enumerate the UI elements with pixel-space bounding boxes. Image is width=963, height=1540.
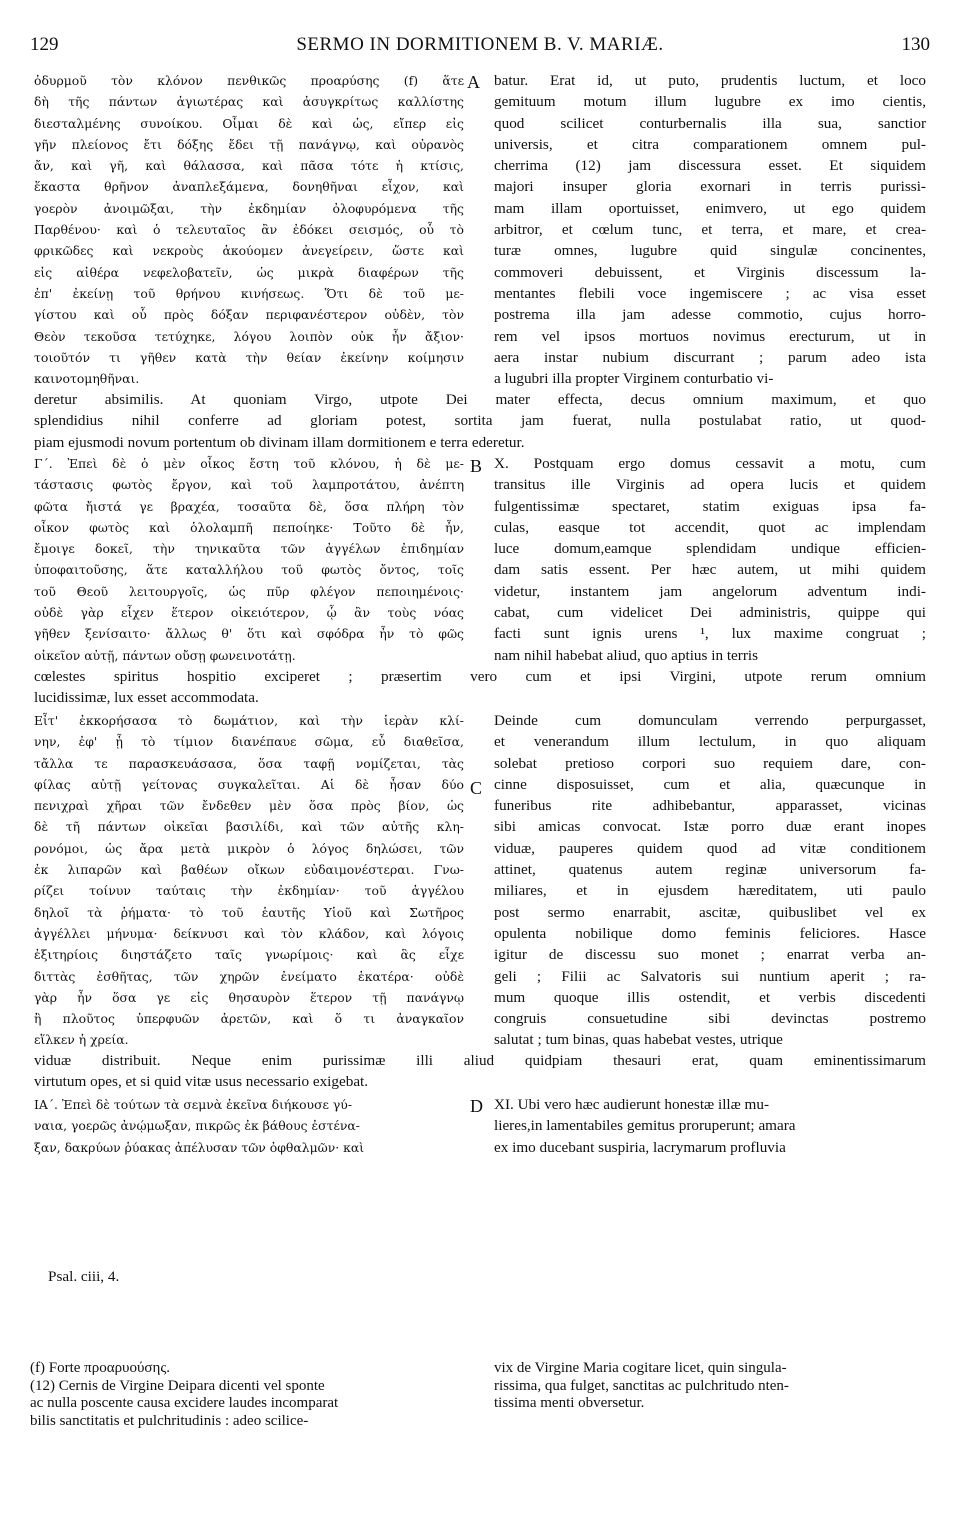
- text-line: et venerandum illum lectulum, in quo aliquam: [494, 733, 926, 751]
- text-line: a lugubri illa propter Virginem conturbatio vi-: [494, 370, 774, 388]
- text-line: igitur de discessu suo monet ; enarrat verba an-: [494, 946, 926, 964]
- text-line: γὰρ ἦν ὅσα γε εἰς θησαυρὸν ἕτερον τῇ πανάγνῳ: [34, 989, 464, 1005]
- text-line: culas, easque tot accendit, quot ac implendam: [494, 518, 926, 536]
- text-line: videtur, instantem jam angelorum adventum indi-: [494, 582, 926, 600]
- greek-column-block-4: [34, 1094, 464, 1158]
- text-line: mentantes flebili voce ingemiscere ; ac visa esset: [494, 284, 926, 302]
- running-title: SERMO IN DORMITIONEM B. V. MARIÆ.: [296, 34, 664, 55]
- text-line: ἐκ λιπαρῶν καὶ βαθέων οἴκων εὐδαιμονέστεραι. Γνω-: [34, 862, 464, 878]
- text-line: (f) Forte προαρυούσης.: [30, 1360, 171, 1376]
- text-line: πενιχραὶ χῆραι τῶν ἔνδεθεν μὲν ὅσα πρὸς βίον, ὡς: [34, 798, 464, 814]
- text-line: διττὰς ἐσθῆτας, τῶν χηρῶν ἐνείματο ἑκατέρα· οὐδὲ: [34, 968, 464, 984]
- text-line: piam ejusmodi novum portentum ob divinam illam dormitionem e terra ederetur.: [34, 433, 525, 451]
- text-line: οἶκον φωτὸς καὶ ὁλολαμπῆ πεποίηκε· Τοῦτο δὲ ἦν,: [34, 519, 464, 535]
- text-line: οἰκεῖον αὐτῇ, πάντων οὔσῃ φωνεινοτάτῃ.: [34, 647, 296, 663]
- page-number-left: 129: [30, 34, 59, 55]
- text-line: ac nulla poscente causa excidere laudes incomparat: [30, 1395, 339, 1411]
- text-line: commoveri debuissent, et Virginis discessum la-: [494, 263, 926, 281]
- text-line: νην, ἐφ' ᾗ τὸ τίμιον διανέπαυε σῶμα, εὖ διαθεῖσα,: [34, 734, 464, 750]
- text-line: opulenta nobilique domo feminis feliciores. Hasce: [494, 924, 926, 942]
- text-line: universis, et citra comparationem omnem pul-: [494, 135, 926, 153]
- text-line: ἐπ' ἐκείνῃ τοῦ θρήνου κινήσεως. Ὅτι δὲ τοῦ με-: [34, 285, 464, 301]
- text-line: τοῦ Θεοῦ λειτουργοῖς, ὡς πῦρ φλέγον πεποιημένοις·: [34, 583, 464, 599]
- text-line: salutat ; tum binas, quas habebat vestes, utrique: [494, 1031, 783, 1049]
- text-line: δηλοῖ τὰ ῥήματα· τὸ τοῦ ἑαυτῆς Υἱοῦ καὶ Σωτῆρος: [34, 904, 464, 920]
- text-line: majori insuper gloria exornari in terris purissi-: [494, 178, 926, 196]
- text-line: X. Postquam ergo domus cessavit a motu, cum: [494, 455, 926, 472]
- latin-column-block-3: [494, 710, 926, 1051]
- text-line: γῆθεν ξενίσαιτο· ἄλλως θ' ὅτι καὶ σφόδρα ἦν τὸ φῶς: [34, 626, 464, 642]
- text-line: cinne disposuisset, cum et alia, quæcunque in: [494, 775, 926, 793]
- text-line: lieres,in lamentabiles gemitus proruperunt; amara: [494, 1117, 796, 1135]
- text-line: mum quoque illis ostendit, et verbis discedenti: [494, 988, 926, 1006]
- text-line: ρίζει τοίνυν ταύταις τὴν ἐκδημίαν· τοῦ ἀγγέλου: [34, 883, 464, 899]
- full-width-block-3: [34, 1050, 926, 1093]
- text-line: cœlestes spiritus hospitio exciperet ; præsertim vero cum et ipsi Virgini, utpote rerum omnium: [34, 668, 926, 685]
- text-line: διεσταλμένης συνοίκου. Οἶμαι δὲ καὶ ὡς, εἴπερ εἰς: [34, 115, 464, 131]
- text-line: viduæ, pauperes quidem quod ad vitæ conditionem: [494, 839, 926, 857]
- text-line: deretur absimilis. At quoniam Virgo, utpote Dei mater effecta, decus omnium maximum, et quo: [34, 391, 926, 408]
- text-line: rem vel ipsos mortuos novimus erecturum, ut in: [494, 327, 926, 345]
- text-line: ξαν, δακρύων ῥύακας ἀπέλυσαν τῶν ὀφθαλμῶν· καὶ: [34, 1139, 365, 1155]
- text-line: ex imo ducebant suspiria, lacrymarum profluvia: [494, 1138, 786, 1156]
- margin-letter-c: C: [470, 778, 483, 798]
- text-line: batur. Erat id, ut puto, prudentis luctum, et loco: [494, 72, 926, 89]
- text-line: fulgentissimæ spectaret, statim exiguas ipsa fa-: [494, 497, 926, 515]
- text-line: ὑποφαιτοῦσης, ἅτε καταλλήλου τοῦ φωτὸς ὄντος, τοῖς: [34, 562, 464, 578]
- text-line: geli ; Filii ac Salvatoris sui nuntium aperit ; ra-: [494, 967, 926, 985]
- text-line: εἵλκεν ἡ χρεία.: [34, 1032, 129, 1048]
- text-line: γίστου καὶ οὗ πρὸς δόξαν περιφανέστερον οὐδὲν, τὸν: [34, 307, 464, 323]
- text-line: vix de Virgine Maria cogitare licet, quin singula-: [494, 1360, 787, 1376]
- text-line: οὐδὲ γὰρ εἶχεν ἕτερον οἰκειότερον, ᾧ ἂν τοὺς νόας: [34, 605, 464, 621]
- full-width-block-1: [34, 389, 926, 453]
- text-line: τάστασις φωτὸς ἔργον, καὶ τοῦ λαμπροτάτου, ἀνέπτη: [34, 477, 464, 493]
- text-line: ΙΑ΄. Ἐπεὶ δὲ τούτων τὰ σεμνὰ ἐκεῖνα διήκουσε γύ-: [34, 1097, 353, 1112]
- margin-letter-b: B: [470, 456, 483, 476]
- text-line: φίλας αὐτῇ γείτονας συγκαλεῖται. Αἱ δὲ ἦσαν δύο: [34, 776, 464, 792]
- text-line: ἔμοιγε δοκεῖ, τὴν τηνικαῦτα τῶν ἀγγέλων ἐπιδημίαν: [34, 541, 464, 557]
- text-line: φῶτα ἤιστά γε βραχέα, τοσαῦτα δὲ, ὅσα πλήρη τὸν: [34, 498, 464, 514]
- text-line: attinet, quatenus autem reginæ universorum fa-: [494, 861, 926, 879]
- greek-column-block-3: [34, 710, 464, 1051]
- text-line: luce domum,eamque splendidam undique efficien-: [494, 540, 926, 558]
- text-line: Παρθένου· καὶ ὁ τελευταῖος ἂν ἐδόκει σεισμός, οὗ τὸ: [34, 222, 464, 238]
- latin-column-block-1: [494, 70, 926, 389]
- footnotes-right: [494, 1360, 926, 1413]
- text-line: postrema illa jam adesse commotio, cujus horro-: [494, 306, 926, 324]
- text-line: virtutum opes, et si quid vitæ usus necessario exigebat.: [34, 1073, 369, 1091]
- text-line: δὲ τῆ πάντων οἰκεῖαι βασιλίδι, καὶ τῶν αὐτῆς κλη-: [34, 819, 464, 835]
- text-line: gemituum motum illum lugubre ex imo cientis,: [494, 93, 926, 111]
- text-line: viduæ distribuit. Neque enim purissimæ illi aliud quidpiam thesauri erat, quam eminentissimarum: [34, 1052, 926, 1069]
- greek-column-block-2: [34, 453, 464, 666]
- text-line: quod scilicet conturbernalis illa sua, sanctior: [494, 114, 926, 132]
- text-line: post sermo enarrabit, ascitæ, quibuslibet vel ex: [494, 903, 926, 921]
- text-line: Γ΄. Ἐπεὶ δὲ ὁ μὲν οἶκος ἔστη τοῦ κλόνου, ἡ δὲ με-: [34, 456, 464, 471]
- latin-column-block-4: [494, 1094, 926, 1158]
- text-line: arbitror, et cœlum tunc, et terra, et mare, et crea-: [494, 221, 926, 239]
- greek-column-block-1: [34, 70, 464, 389]
- text-line: ἕκαστα θρῆνον ἀναπλεξάμενα, δονηθῆναι εἶχον, καὶ: [34, 179, 464, 195]
- text-line: Deinde cum domunculam verrendo perpurgasset,: [494, 712, 926, 729]
- text-line: turæ omnes, lugubre quid singulæ concinentes,: [494, 242, 926, 260]
- text-line: γοερὸν ἀνοιμῶξαι, τὴν ἐκδημίαν ὀλοφυρόμενα τῆς: [34, 200, 464, 216]
- full-width-block-2: [34, 666, 926, 709]
- text-line: ρονόμοι, ὡς ἄρα μετὰ μικρὸν ὁ λόγος δηλώσει, τῶν: [34, 840, 464, 856]
- page-number-right: 130: [901, 34, 930, 55]
- text-line: funeribus rite adhibebantur, apparasset, vicinas: [494, 797, 926, 815]
- text-line: ὀδυρμοῦ τὸν κλόνον πενθικῶς προαρύσης (f) ἅτε: [34, 73, 464, 88]
- text-line: δὴ τῆς πάντων ἁγιωτέρας καὶ ἀσυγκρίτως καλλίστης: [34, 94, 464, 110]
- text-line: solebat pretioso corpori suo requiem dare, con-: [494, 754, 926, 772]
- text-line: dam satis essent. Per hæc autem, ut mihi quidem: [494, 561, 926, 579]
- text-line: Εἶτ' ἐκκορήσασα τὸ δωμάτιον, καὶ τὴν ἱερὰν κλί-: [34, 713, 464, 728]
- text-line: mam illam oportuisset, enimvero, ut ego quidem: [494, 199, 926, 217]
- page-header: [30, 34, 930, 60]
- text-line: facti sunt ignis urens ¹, lux maxime congruat ;: [494, 625, 926, 643]
- text-line: sibi amicas convocat. Istæ porro duæ erant inopes: [494, 818, 926, 836]
- text-line: ἀγγέλλει μήνυμα· δείκνυσι καὶ τὸν κλάδον, καὶ λόγοις: [34, 925, 464, 941]
- text-line: τἄλλα τε παρασκευάσασα, ὅσα ταφῇ νομίζεται, τὰς: [34, 755, 464, 771]
- text-line: congruis consuetudine sibi devinctas postremo: [494, 1010, 926, 1028]
- text-line: miliares, et in ejusdem hæreditatem, uti paulo: [494, 882, 926, 900]
- text-line: transitus ille Virginis ad opera lucis et quidem: [494, 476, 926, 494]
- text-line: Θεὸν τεκοῦσα τετύχηκε, λόγου λοιπὸν οὐκ ἦν ἄξιον·: [34, 328, 464, 344]
- text-line: γῆν πλείονος ἔτι δόξης ἔδει τῇ πανάγνῳ, καὶ οὐρανὸς: [34, 136, 464, 152]
- latin-column-block-2: [494, 453, 926, 666]
- text-line: cabat, cum videlicet Dei administris, quippe qui: [494, 604, 926, 622]
- text-line: splendidius nihil conferre ad gloriam potest, sortita jam fuerat, nulla postulabat ratio, ut quod-: [34, 412, 926, 430]
- text-line: εἰς αἰθέρα νεφελοβατεῖν, ὡς μικρὰ διαφέρων τῆς: [34, 264, 464, 280]
- text-line: aera instar nubium discurrant ; parum adeo ista: [494, 348, 926, 366]
- margin-letter-d: D: [470, 1096, 483, 1116]
- text-line: ἄν, καὶ γῆ, καὶ θάλασσα, καὶ πᾶσα τότε ἡ κτίσις,: [34, 158, 464, 174]
- footnotes-left: [30, 1360, 470, 1430]
- text-line: καινοτομηθῆναι.: [34, 371, 140, 387]
- text-line: bilis sanctitatis et pulchritudinis : adeo scilice-: [30, 1412, 309, 1429]
- text-line: (12) Cernis de Virgine Deipara dicenti vel sponte: [30, 1377, 325, 1394]
- text-line: tissima menti obversetur.: [494, 1395, 645, 1411]
- psalm-reference: Psal. ciii, 4.: [48, 1268, 120, 1285]
- text-line: XI. Ubi vero hæc audierunt honestæ illæ mu-: [494, 1096, 770, 1113]
- text-line: τοιοῦτόν τι γῆθεν κατὰ τὴν θείαν ἐκείνην κοίμησιν: [34, 349, 464, 365]
- text-line: cherrima (12) jam discessura esset. Et siquidem: [494, 157, 926, 175]
- text-line: rissima, qua fulget, sanctitas ac pulchritudo nten-: [494, 1377, 789, 1394]
- text-line: nam nihil habebat aliud, quo aptius in terris: [494, 646, 759, 664]
- text-line: φρικῶδες καὶ νεκροὺς ἀκούομεν ἀνεγείρειν, ὥστε καὶ: [34, 243, 464, 259]
- text-line: ἐξιτηρίοις διηστάζετο ταῖς γνωρίμοις· καὶ ἃς εἶχε: [34, 947, 464, 963]
- margin-letter-a: A: [467, 72, 480, 92]
- text-line: lucidissimæ, lux esset accommodata.: [34, 689, 259, 707]
- text-line: ναια, γοερῶς ἀνῴμωξαν, πικρῶς ἐκ βάθους ἐστένα-: [34, 1118, 360, 1134]
- text-line: ἢ πλοῦτος ὑπερφυῶν ἀρετῶν, καὶ ὅ τι ἀναγκαῖον: [34, 1011, 464, 1027]
